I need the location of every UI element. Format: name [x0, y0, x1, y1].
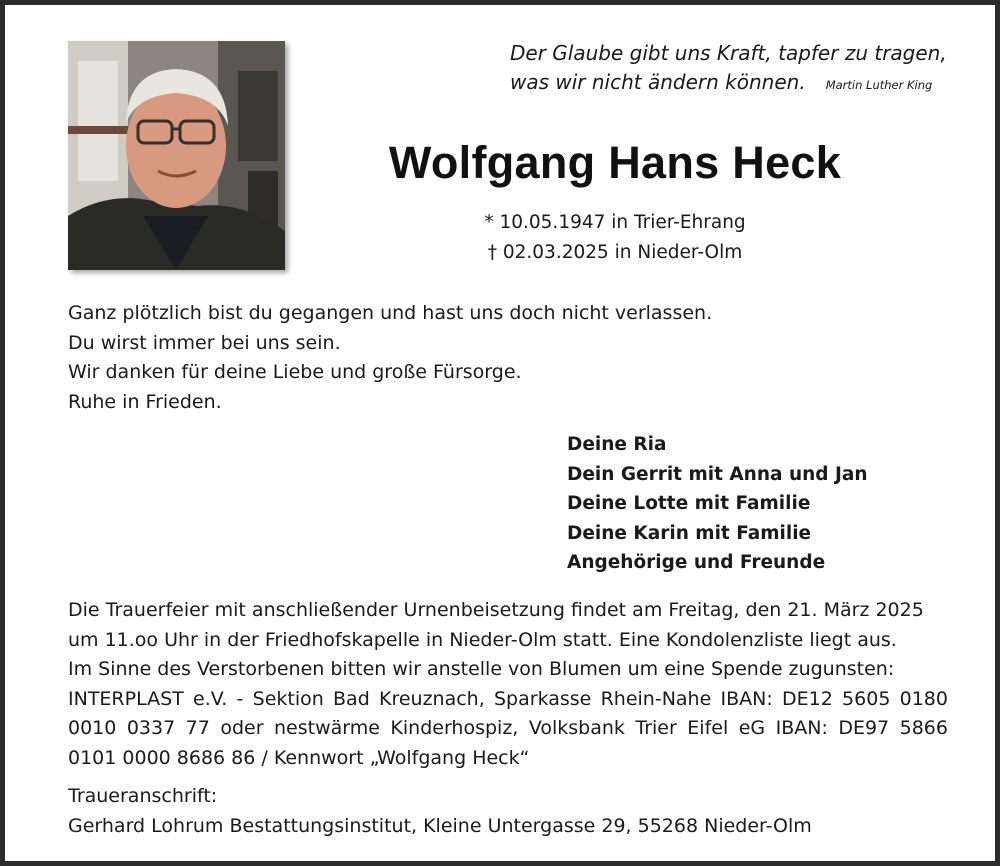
mourner-entry: Deine Ria [567, 434, 667, 455]
farewell-line: Ganz plötzlich bist du gegangen und hast uns doch nicht verlassen. [68, 302, 713, 324]
farewell-line: Ruhe in Frieden. [68, 390, 222, 413]
mourning-address [68, 782, 948, 841]
notice-line: 0101 0000 8686 86 / Kennwort „Wolfgang Heck“ [68, 746, 530, 769]
quote-author: Martin Luther King [825, 78, 933, 92]
farewell-text [68, 299, 948, 417]
quote-line-1: Der Glaube gibt uns Kraft, tapfer zu tragen, [510, 41, 947, 65]
birth-date: * 10.05.1947 in Trier-Ehrang [484, 212, 746, 233]
notice-line: Die Trauerfeier mit anschließender Urnenbeisetzung findet am Freitag, den 21. März 2025 [68, 599, 924, 621]
mourner-entry: Deine Karin mit Familie [567, 522, 812, 544]
address-line: Gerhard Lohrum Bestattungsinstitut, Kleine Untergasse 29, 55268 Nieder-Olm [68, 814, 812, 837]
farewell-line: Du wirst immer bei uns sein. [68, 331, 341, 354]
notice-line: Im Sinne des Verstorbenen bitten wir anstelle von Blumen um eine Spende zugunsten: [68, 658, 895, 680]
life-dates [435, 208, 795, 268]
death-date: † 02.03.2025 in Nieder-Olm [487, 242, 743, 263]
portrait-photo [68, 41, 285, 270]
notice-line: um 11.oo Uhr in der Friedhofskapelle in Nieder-Olm statt. Eine Kondolenzliste liegt aus. [68, 628, 897, 651]
address-label: Traueranschrift: [68, 785, 218, 807]
farewell-line: Wir danken für deine Liebe und große Fürsorge. [68, 361, 522, 383]
mourners-list [567, 430, 868, 578]
quote-line-2: was wir nicht ändern können. [510, 70, 806, 94]
notice-line: 0010 0337 77 oder nestwärme Kinderhospiz, Volksbank Trier Eifel eG IBAN: DE97 5866 [68, 717, 948, 739]
mourner-entry: Deine Lotte mit Familie [567, 493, 811, 514]
mourner-entry: Angehörige und Freunde [567, 552, 826, 573]
epigraph-quote [510, 39, 950, 100]
funeral-notice [68, 596, 948, 773]
deceased-name: Wolfgang Hans Heck [388, 137, 842, 188]
notice-line: INTERPLAST e.V. - Sektion Bad Kreuznach, Sparkasse Rhein-Nahe IBAN: DE12 5605 0180 [68, 687, 948, 710]
mourner-entry: Dein Gerrit mit Anna und Jan [567, 463, 868, 485]
